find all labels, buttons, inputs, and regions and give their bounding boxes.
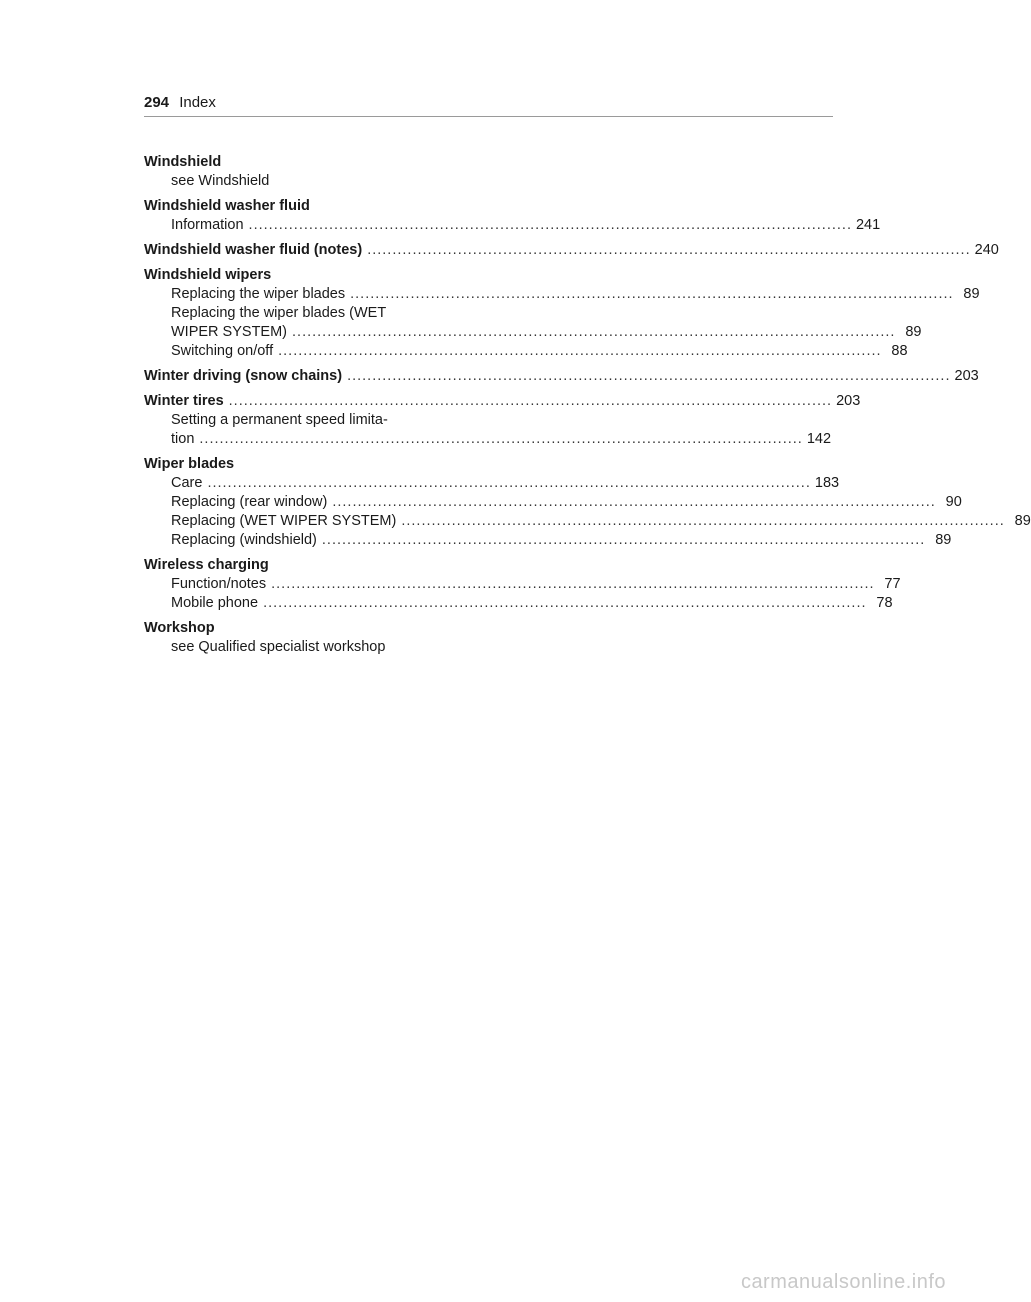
page-reference: 241 — [855, 217, 881, 233]
sub-entry-text: WIPER SYSTEM) — [171, 324, 288, 340]
index-entry — [144, 455, 1031, 550]
sub-entry-text: Care — [171, 475, 203, 491]
page-reference: 88 — [891, 343, 908, 359]
index-entry — [144, 392, 861, 449]
sub-entry-text: Function/notes — [171, 576, 267, 592]
page-reference: 89 — [935, 532, 952, 548]
dot-leader: ........................................................................................................................ — [199, 431, 803, 447]
section-title: Index — [179, 94, 216, 111]
index-term: Winter driving (snow chains) — [144, 368, 343, 384]
page-reference: 78 — [876, 595, 893, 611]
sub-entry — [144, 342, 908, 361]
sub-entry — [144, 216, 881, 235]
index-term: Windshield washer fluid (notes) — [144, 242, 363, 258]
dot-leader: ........................................................................................................................ — [332, 494, 936, 510]
index-entry — [144, 556, 901, 613]
dot-leader: ........................................................................................................................ — [367, 242, 971, 258]
sub-entry-text: Replacing (windshield) — [171, 532, 317, 548]
sub-entry-text: Mobile phone — [171, 595, 259, 611]
sub-entry-text: Setting a permanent speed limita- — [171, 412, 388, 428]
sub-entry — [144, 594, 893, 613]
dot-leader: ........................................................................................................................ — [278, 343, 882, 359]
index-entry — [144, 241, 999, 260]
page-reference: 90 — [945, 494, 962, 510]
index-term: Wireless charging — [144, 557, 269, 573]
dot-leader: ........................................................................................................................ — [347, 368, 951, 384]
page-reference: 183 — [814, 475, 840, 491]
index-term: Windshield washer fluid — [144, 198, 310, 214]
sub-entry-text: Information — [171, 217, 244, 233]
page-number: 294 — [144, 94, 170, 111]
sub-entry-text: Switching on/off — [171, 343, 274, 359]
dot-leader: ........................................................................................................................ — [321, 532, 926, 548]
page-reference: 142 — [806, 431, 832, 447]
index-term: Winter tires — [144, 393, 224, 409]
dot-leader: ........................................................................................................................ — [248, 217, 852, 233]
sub-entry-text: Replacing (rear window) — [171, 494, 328, 510]
sub-entry — [144, 304, 922, 342]
index-entry — [144, 266, 980, 361]
sub-entry — [144, 575, 901, 594]
page-reference: 77 — [884, 576, 901, 592]
dot-leader: ........................................................................................................................ — [350, 286, 954, 302]
sub-entry-text: Replacing (WET WIPER SYSTEM) — [171, 513, 397, 529]
dot-leader: ........................................................................................................................ — [401, 513, 1005, 529]
sub-entry — [144, 512, 1031, 531]
sub-entry — [144, 474, 840, 493]
index-list — [144, 153, 1031, 663]
see-reference: see Windshield — [171, 173, 270, 189]
index-entry — [144, 197, 881, 235]
page-reference: 203 — [954, 368, 979, 384]
index-term: Windshield — [144, 154, 222, 170]
sub-entry — [144, 411, 832, 449]
sub-entry-text: Replacing the wiper blades (WET — [171, 305, 387, 321]
sub-entry-text: tion — [171, 431, 195, 447]
sub-entry-text: Replacing the wiper blades — [171, 286, 346, 302]
index-term: Wiper blades — [144, 456, 235, 472]
page-header — [144, 94, 833, 117]
sub-entry — [144, 285, 980, 304]
dot-leader: ........................................................................................................................ — [271, 576, 875, 592]
dot-leader: ........................................................................................................................ — [207, 475, 811, 491]
page-reference: 89 — [963, 286, 980, 302]
watermark: carmanualsonline.info — [740, 1271, 946, 1293]
see-reference: see Qualified specialist workshop — [171, 639, 386, 655]
dot-leader: ........................................................................................................................ — [292, 324, 896, 340]
index-term: Workshop — [144, 620, 215, 636]
index-entry — [144, 153, 474, 191]
page-reference: 89 — [905, 324, 922, 340]
page-reference: 203 — [836, 393, 861, 409]
index-term: Windshield wipers — [144, 267, 272, 283]
page-reference: 89 — [1014, 513, 1031, 529]
page-reference: 240 — [974, 242, 999, 258]
index-entry — [144, 619, 474, 657]
dot-leader: ........................................................................................................................ — [228, 393, 833, 409]
dot-leader: ........................................................................................................................ — [263, 595, 867, 611]
sub-entry — [144, 493, 962, 512]
sub-entry — [144, 531, 952, 550]
index-entry — [144, 367, 979, 386]
